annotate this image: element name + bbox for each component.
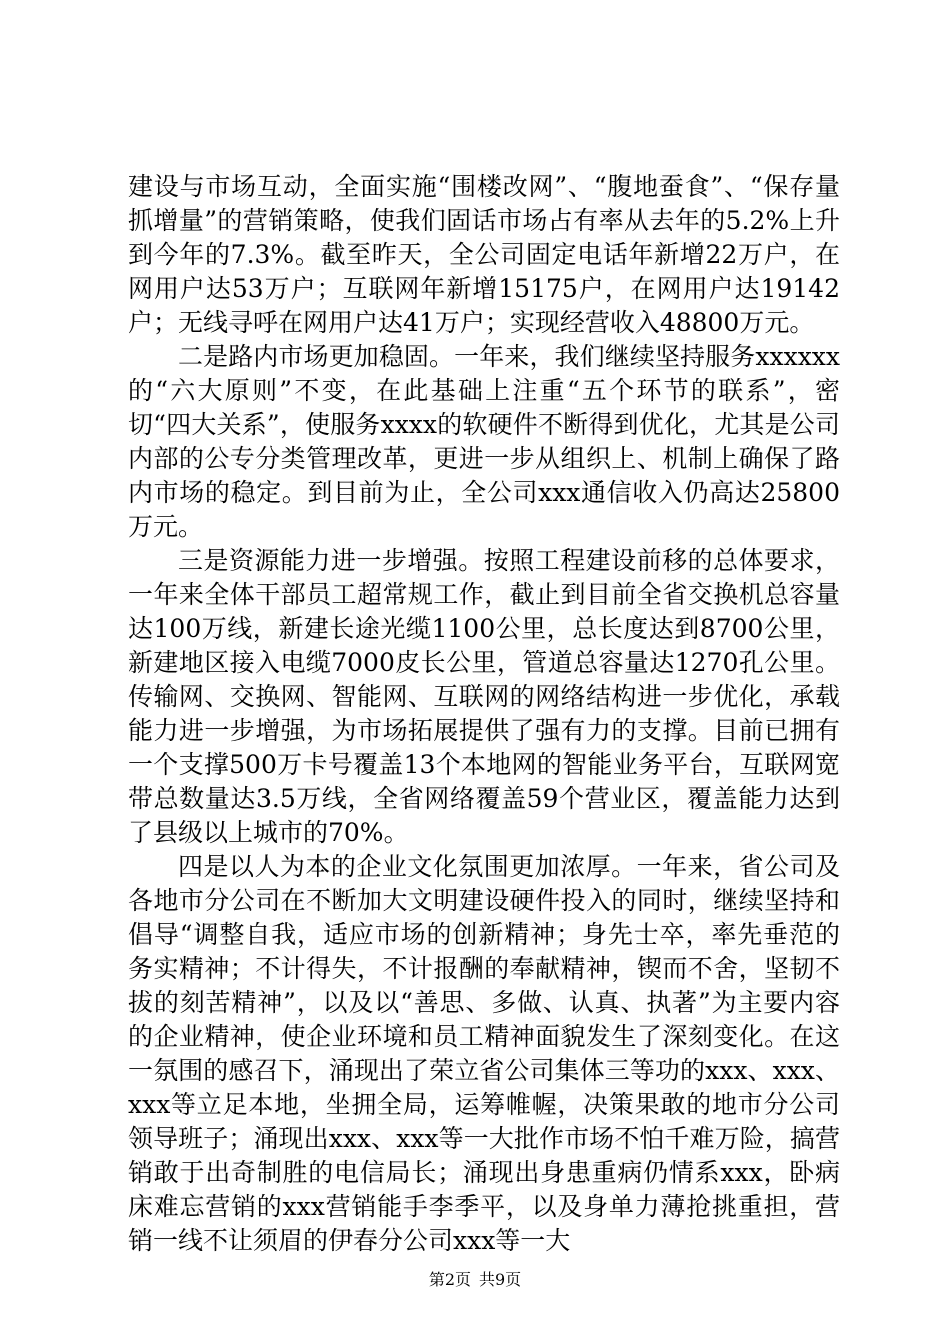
paragraph-continuation: 建设与市场互动，全面实施“围楼改网”、“腹地蚕食”、“保存量抓增量”的营销策略，使我们固话市场占有率从去年的5.2%上升到今年的7.3%。截至昨天，全公司固定电话年新增22万户，在网用户达53万户；互联网年新增15175户，在网用户达19142户；无线寻呼在网用户达41万户；实现经营收入48800万元。 [128, 172, 840, 337]
paragraph-resource-capacity: 三是资源能力进一步增强。按照工程建设前移的总体要求，一年来全体干部员工超常规工作，截止到目前全省交换机总容量达100万线，新建长途光缆1100公里，总长度达到8700公里，新建地区接入电缆7000皮长公里，管道总容量达1270孔公里。传输网、交换网、智能网、互联网的网络结构进一步优化，承载能力进一步增强，为市场拓展提供了强有力的支撑。目前已拥有一个支撑500万卡号覆盖13个本地网的智能业务平台，互联网宽带总数量达3.5万线，全省网络覆盖59个营业区，覆盖能力达到了县级以上城市的70%。 [128, 546, 840, 847]
page-footer [0, 1270, 950, 1290]
page-number: 第2页 [428, 1270, 471, 1289]
page-total: 共9页 [479, 1270, 522, 1289]
document-body [128, 170, 840, 1258]
paragraph-road-market: 二是路内市场更加稳固。一年来，我们继续坚持服务xxxxxx的“六大原则”不变，在此基础上注重“五个环节的联系”，密切“四大关系”，使服务xxxx的软硬件不断得到优化，尤其是公司内部的公专分类管理改革，更进一步从组织上、机制上确保了路内市场的稳定。到目前为止，全公司xxx通信收入仍高达25800万元。 [128, 342, 840, 541]
paragraph-corporate-culture: 四是以人为本的企业文化氛围更加浓厚。一年来，省公司及各地市分公司在不断加大文明建设硬件投入的同时，继续坚持和倡导“调整自我，适应市场的创新精神；身先士卒，率先垂范的务实精神；不计得失，不计报酬的奉献精神，锲而不舍，坚韧不拔的刻苦精神”，以及以“善思、多做、认真、执著”为主要内容的企业精神，使企业环境和员工精神面貌发生了深刻变化。在这一氛围的感召下，涌现出了荣立省公司集体三等功的xxx、xxx、xxx等立足本地，坐拥全局，运筹帷幄，决策果敢的地市分公司领导班子；涌现出xxx、xxx等一大批作市场不怕千难万险，搞营销敢于出奇制胜的电信局长；涌现出身患重病仍情系xxx，卧病床难忘营销的xxx营销能手李季平，以及身单力薄抢挑重担，营销一线不让须眉的伊春分公司xxx等一大 [128, 852, 840, 1255]
